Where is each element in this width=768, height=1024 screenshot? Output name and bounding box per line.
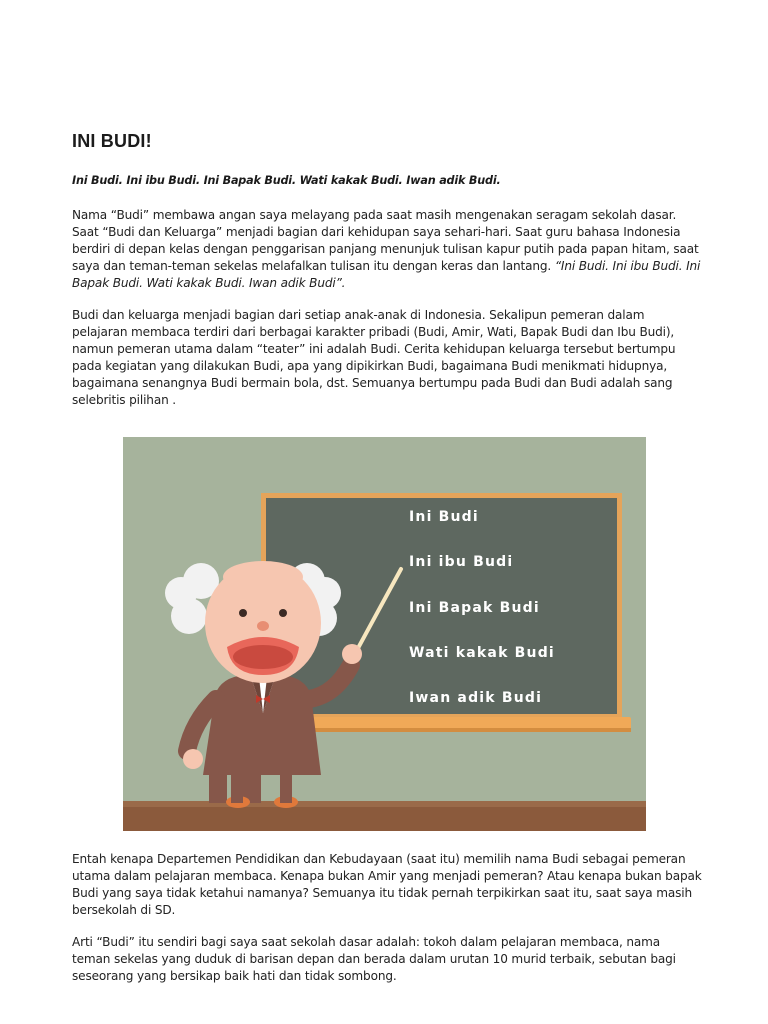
board-line-5: Iwan adik Budi [409,690,543,706]
page-title: INI BUDI! [72,131,152,151]
paragraph-2: Budi dan keluarga menjadi bagian dari setiap anak-anak di Indonesia. Sekalipun pemeran dalam pelajaran membaca terdiri dari berbagai karakter pribadi (Budi, Amir, Wati, Bapak Budi dan Ibu Budi), namun pemeran utama dalam “teater” ini adalah Budi. Cerita kehidupan keluarga tersebut bertumpu pada kegiatan yang dilakukan Budi, apa yang dipikirkan Budi, bagaimana Budi menikmati hidupnya, bagaimana senangnya Budi bermain bola, dst. Semuanya bertumpu pada Budi dan Budi adalah sang selebritis pilihan . [72,308,676,407]
board-line-3: Ini Bapak Budi [409,600,540,616]
paragraph-1-text: Nama “Budi” membawa angan saya melayang pada saat masih mengenakan seragam sekolah dasar. Saat “Budi dan Keluarga” menjadi bagian dari kehidupan saya sehari-hari. Saat guru bahasa Indonesia berdiri di depan kelas dengan penggarisan panjang menunjuk tulisan kapur putih pada papan hitam, saat saya dan teman-teman sekelas melafalkan tulisan itu dengan keras dan lantang. [72,208,699,273]
board-line-2: Ini ibu Budi [409,554,514,570]
left-eye [239,609,247,617]
right-eye [279,609,287,617]
floor [123,805,646,831]
board-line-1: Ini Budi [409,509,479,525]
chalk-ledge-shadow [305,728,631,732]
paragraph-1 [72,207,702,292]
left-hand [183,749,203,769]
nose [257,621,269,631]
subtitle: Ini Budi. Ini ibu Budi. Ini Bapak Budi. Wati kakak Budi. Iwan adik Budi. [72,174,501,187]
right-hand [342,644,362,664]
paragraph-1-quote: “Ini Budi. Ini ibu Budi. Ini Bapak Budi. Wati kakak Budi. Iwan adik Budi”. [72,259,701,290]
floor-edge [123,801,646,807]
paragraph-3: Entah kenapa Departemen Pendidikan dan Kebudayaan (saat itu) memilih nama Budi sebagai pemeran utama dalam pelajaran membaca. Kenapa bukan Amir yang menjadi pemeran? Atau kenapa bukan bapak Budi yang saya tidak ketahui namanya? Semuanya itu tidak pernah terpikirkan saat itu, saat saya masih bersekolah di SD. [72,852,702,917]
teacher-blackboard-illustration [123,437,646,831]
hair-left-2 [171,598,207,634]
paragraph-4: Arti “Budi” itu sendiri bagi saya saat sekolah dasar adalah: tokoh dalam pelajaran membaca, nama teman sekelas yang duduk di barisan depan dan berada dalam urutan 10 murid terbaik, sebutan bagi seseorang yang bersikap baik hati dan tidak sombong. [72,935,676,983]
board-line-4: Wati kakak Budi [409,645,555,661]
